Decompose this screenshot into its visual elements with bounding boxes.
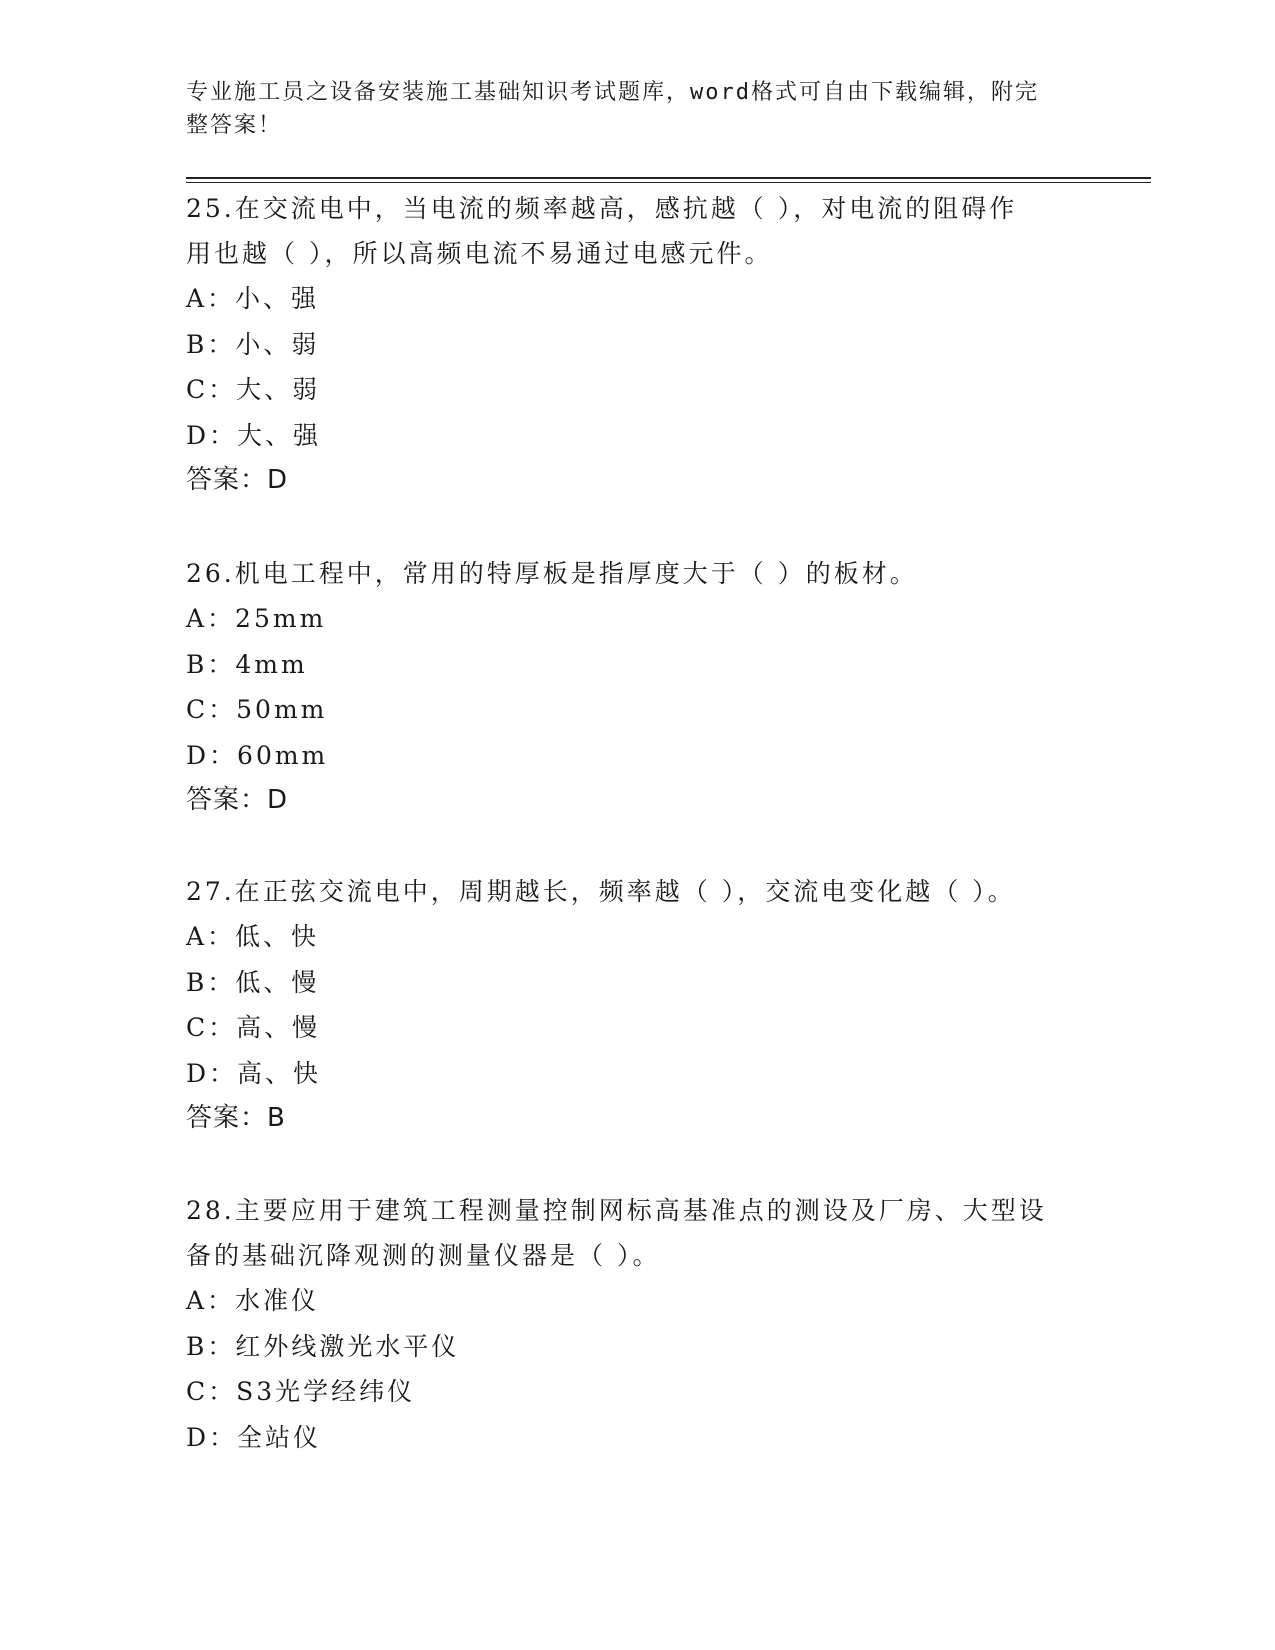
- question-25: [186, 186, 1086, 503]
- question-stem-line: 25.在交流电中，当电流的频率越高，感抗越（ ），对电流的阻碍作: [186, 194, 1018, 223]
- option-c: C：高、慢: [186, 1013, 321, 1042]
- option-a: A：水准仪: [186, 1286, 320, 1315]
- header-divider-thick: [186, 177, 1151, 179]
- option-d: D：60mm: [186, 740, 329, 770]
- question-stem-line: 用也越（ ），所以高频电流不易通过电感元件。: [186, 239, 773, 268]
- option-d: D：高、快: [186, 1058, 322, 1088]
- question-stem-line: 27.在正弦交流电中，周期越长，频率越（ ），交流电变化越（ ）。: [186, 877, 1016, 906]
- option-a: A：25mm: [186, 604, 327, 633]
- option-b: B：红外线激光水平仪: [186, 1331, 460, 1361]
- question-27: [186, 869, 1086, 1141]
- answer-line: 答案：D: [186, 785, 289, 815]
- option-b: B：低、慢: [186, 967, 320, 997]
- option-d: D：全站仪: [186, 1422, 322, 1452]
- header-line-1: 专业施工员之设备安装施工基础知识考试题库，word格式可自由下载编辑，附完: [186, 80, 1039, 105]
- option-b: B：4mm: [186, 649, 308, 679]
- option-c: C：大、弱: [186, 375, 321, 404]
- header-line-2: 整答案！: [186, 113, 283, 138]
- question-stem-line: 26.机电工程中，常用的特厚板是指厚度大于（ ）的板材。: [186, 559, 918, 588]
- answer-line: 答案：D: [186, 465, 289, 495]
- option-c: C：S3光学经纬仪: [186, 1377, 416, 1406]
- option-b: B：小、弱: [186, 329, 320, 359]
- header-divider-thin: [186, 182, 1151, 183]
- question-stem-line: 备的基础沉降观测的测量仪器是（ ）。: [186, 1241, 661, 1270]
- option-a: A：低、快: [186, 922, 320, 951]
- question-28: [186, 1188, 1086, 1460]
- question-stem-line: 28.主要应用于建筑工程测量控制网标高基准点的测设及厂房、大型设: [186, 1196, 1047, 1225]
- question-26: [186, 551, 1086, 823]
- document-header: [186, 76, 1066, 142]
- option-a: A：小、强: [186, 284, 320, 313]
- answer-line: 答案：B: [186, 1103, 286, 1133]
- option-d: D：大、强: [186, 420, 322, 450]
- option-c: C：50mm: [186, 695, 328, 724]
